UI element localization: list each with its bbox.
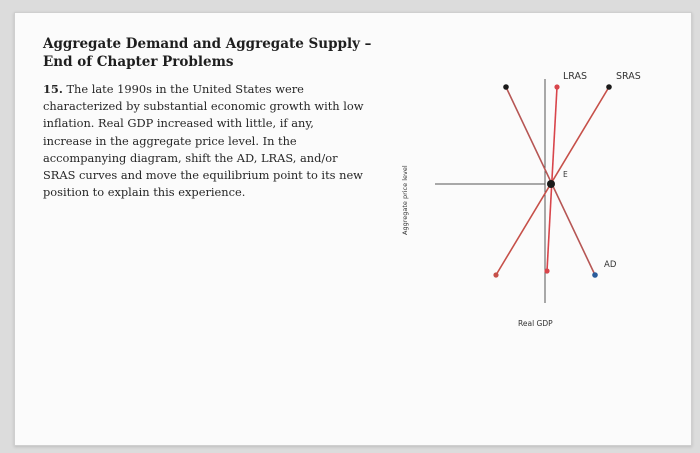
ad-bottom-handle[interactable]: [592, 272, 598, 278]
problem-text: The late 1990s in the United States were characterized by substantial economic growth with low inflation. Real GDP increased with little, if any, increase in the aggregate price level. In the accompanying diagram, shift the AD, LRAS, and/or SRAS curves and move the equilibrium point to its new position to explain this experience.: [43, 82, 364, 200]
x-axis-label: Real GDP: [518, 319, 553, 328]
ad-top-handle[interactable]: [503, 84, 509, 90]
equilibrium-point[interactable]: [547, 180, 555, 188]
sras-bottom-handle[interactable]: [493, 272, 498, 277]
ad-as-diagram[interactable]: [15, 13, 691, 445]
equilibrium-label: E: [563, 170, 568, 179]
problem-number: 15.: [43, 82, 63, 96]
lras-bottom-handle[interactable]: [544, 268, 549, 273]
ad-label: AD: [604, 260, 617, 270]
y-axis-label: Aggregate price level: [401, 165, 409, 235]
sras-top-handle[interactable]: [606, 84, 612, 90]
section-heading: Aggregate Demand and Aggregate Supply – End of Chapter Problems: [43, 36, 372, 70]
lras-curve[interactable]: [547, 87, 557, 271]
lras-label: LRAS: [563, 71, 588, 82]
problem-page: [14, 12, 692, 446]
lras-top-handle[interactable]: [554, 84, 559, 89]
sras-label: SRAS: [616, 71, 641, 82]
